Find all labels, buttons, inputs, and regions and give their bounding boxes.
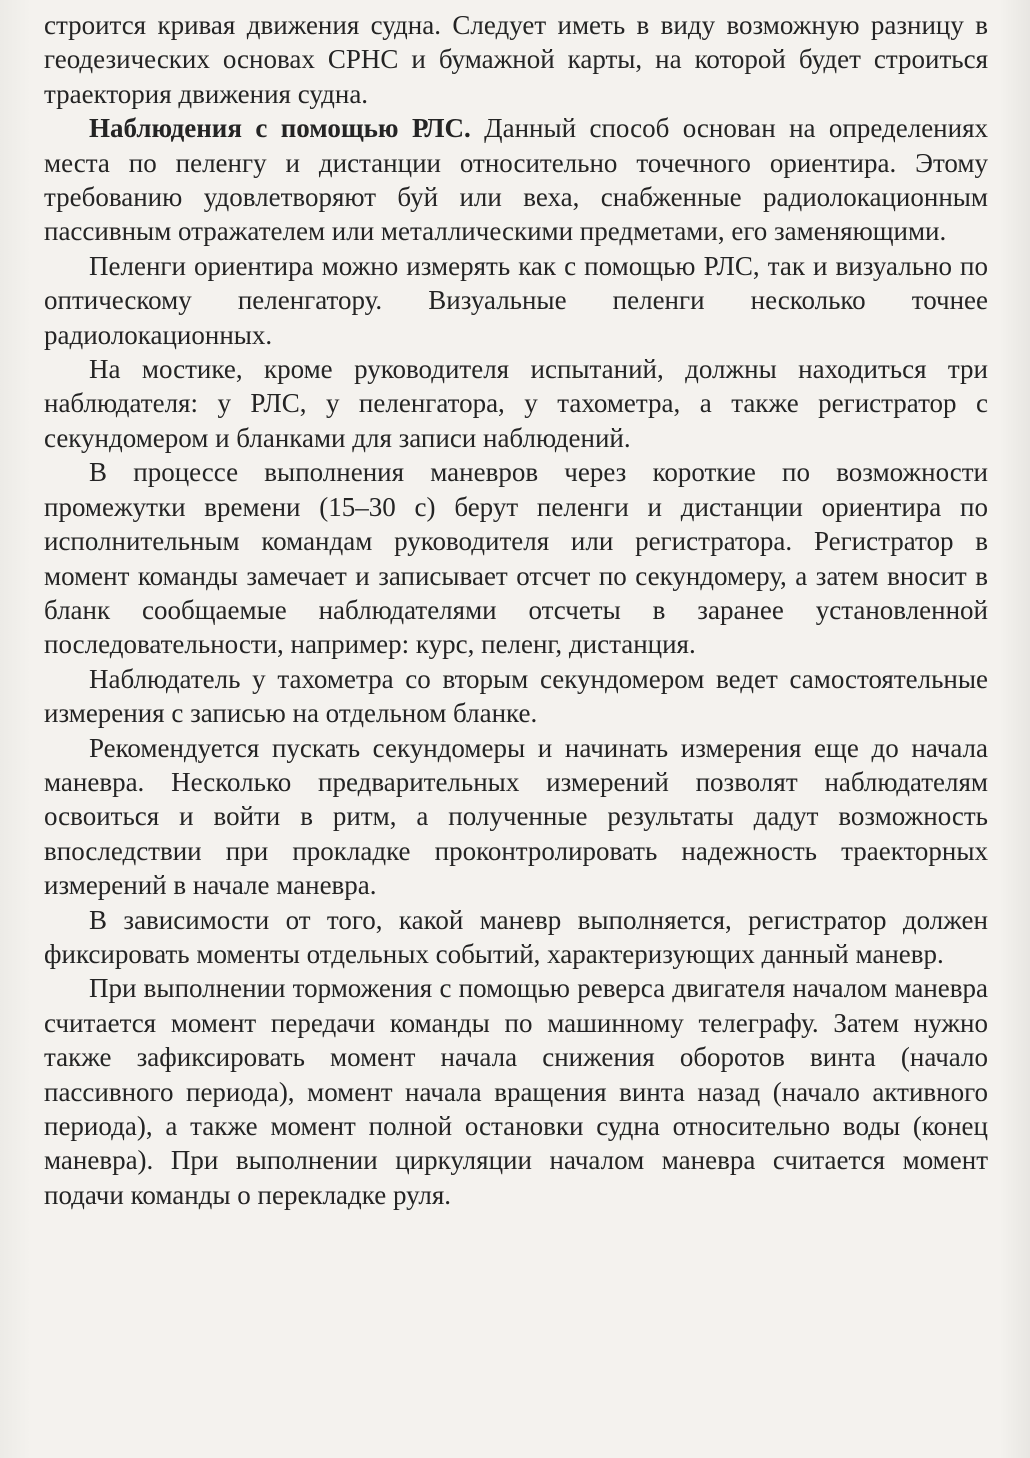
paragraph-7: [44, 731, 988, 903]
paragraph-7-text: Рекомендуется пускать секундомеры и начинать измерения еще до начала маневра. Несколько предварительных измерений позволят наблюдателям освоиться и войти в ритм, а полученные результаты дадут возможность впоследствии при прокладке проконтролировать надежность траекторных измерений в начале маневра.: [44, 732, 988, 901]
paragraph-8: [44, 903, 988, 972]
page-text: [44, 8, 988, 1212]
paragraph-1: [44, 8, 988, 111]
paragraph-2: [44, 111, 988, 249]
paragraph-3-text: Пеленги ориентира можно измерять как с помощью РЛС, так и визуально по оптическому пеленгатору. Визуальные пеленги несколько точнее радиолокационных.: [44, 250, 988, 350]
paragraph-5: [44, 455, 988, 661]
paragraph-3: [44, 249, 988, 352]
paragraph-4-text: На мостике, кроме руководителя испытаний, должны находиться три наблюдателя: у РЛС, у пеленгатора, у тахометра, а также регистратор с секундомером и бланками для записи наблюдений.: [44, 354, 988, 453]
paragraph-9: [44, 971, 988, 1212]
section-heading-radar: Наблюдения с помощью РЛС.: [89, 113, 471, 144]
paragraph-2-text: Данный способ основан на определениях места по пеленгу и дистанции относительно точечного ориентира. Этому требованию удовлетворяют буй или веха, снабженные радиолокационным пассивным отражателем или металлическими предметами, его заменяющими.: [44, 113, 988, 247]
paragraph-1-text: строится кривая движения судна. Следует иметь в виду возможную разницу в геодезических основах СРНС и бумажной карты, на которой будет строиться траектория движения судна.: [44, 10, 988, 109]
paragraph-5-text: В процессе выполнения маневров через короткие по возможности промежутки времени (15–30 с) берут пеленги и дистанции ориентира по исполнительным командам руководителя или регистратора. Регистратор в момент команды замечает и записывает отсчет по секундомеру, а затем вносит в бланк сообщаемые наблюдателями отсчеты в заранее установленной последовательности, например: курс, пеленг, дистанция.: [44, 457, 988, 660]
paragraph-6: [44, 662, 988, 731]
paragraph-6-text: Наблюдатель у тахометра со вторым секундомером ведет самостоятельные измерения с записью на отдельном бланке.: [44, 663, 988, 729]
paragraph-9-text: При выполнении торможения с помощью реверса двигателя началом маневра считается момент передачи команды по машинному телеграфу. Затем нужно также зафиксировать момент начала снижения оборотов винта (начало пассивного периода), момент начала вращения винта назад (начало активного периода), а также момент полной остановки судна относительно воды (конец маневра). При выполнении циркуляции началом маневра считается момент подачи команды о перекладке руля.: [44, 973, 988, 1210]
paragraph-8-text: В зависимости от того, какой маневр выполняется, регистратор должен фиксировать моменты отдельных событий, характеризующих данный маневр.: [44, 904, 988, 969]
paragraph-4: [44, 352, 988, 455]
